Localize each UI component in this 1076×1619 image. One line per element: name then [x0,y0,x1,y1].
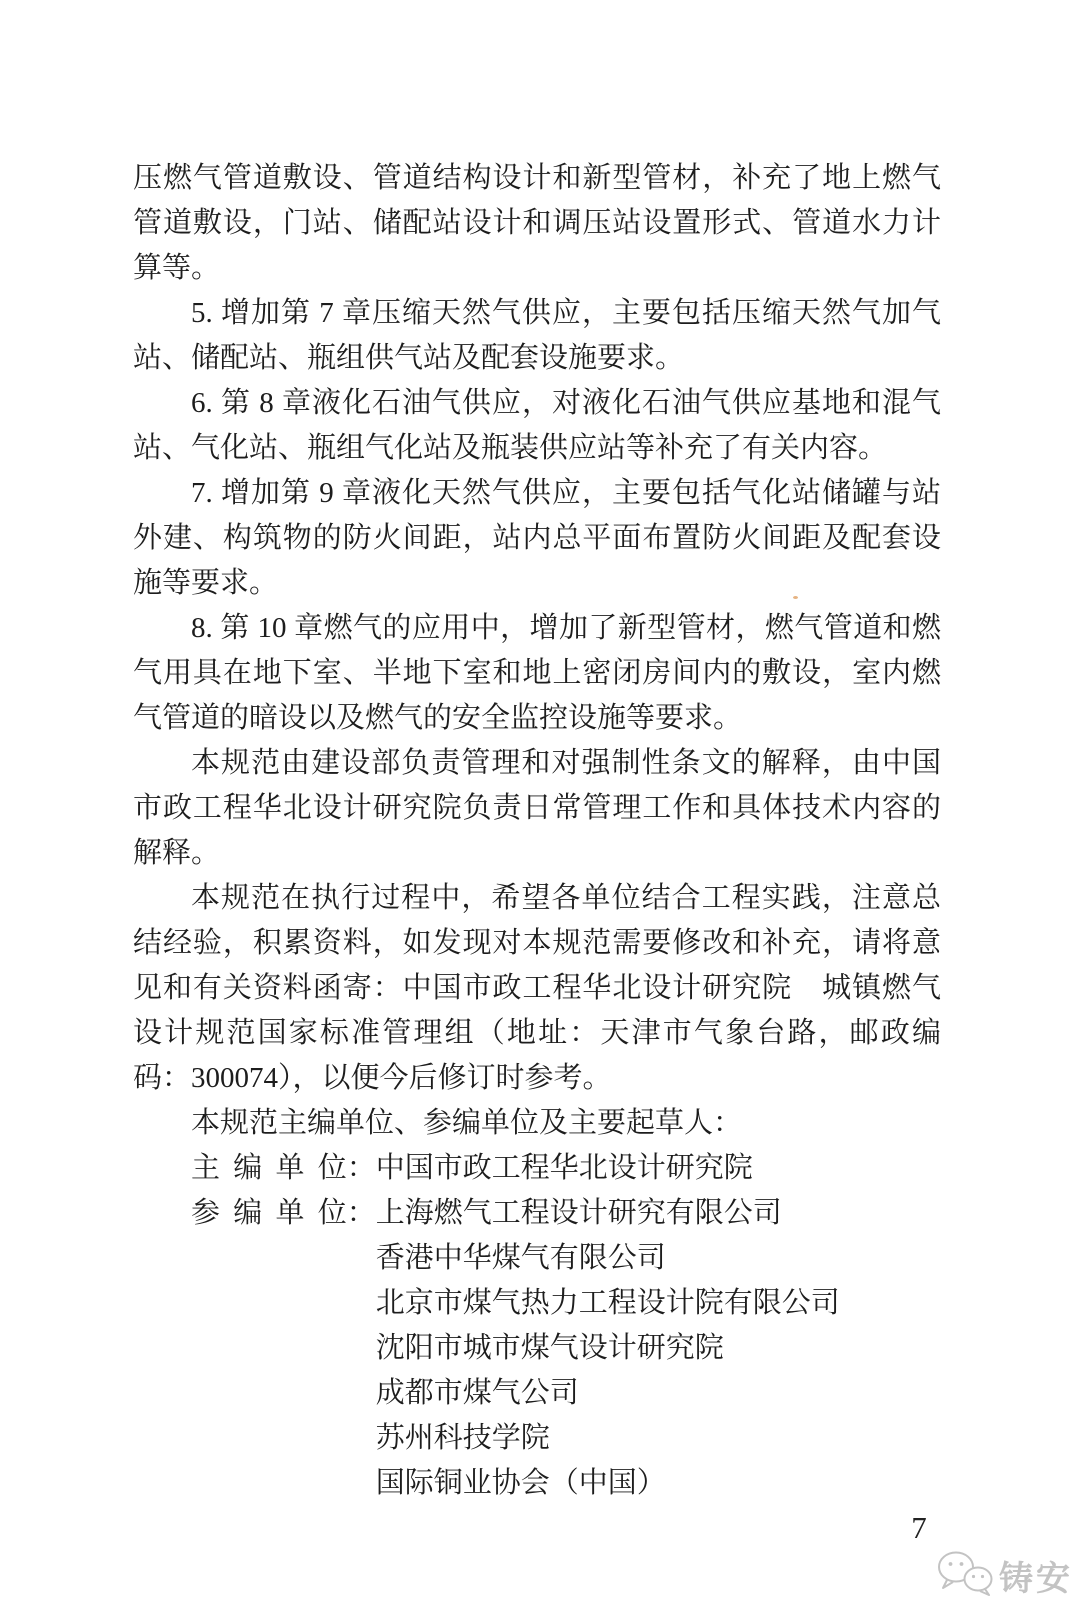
participant-organization-list [376,1191,941,1506]
paragraph: 7. 增加第 9 章液化天然气供应，主要包括气化站储罐与站外建、构筑物的防火间距，站内总平面布置防火间距及配套设施等要求。 [133,477,941,599]
watermark [936,1550,1073,1601]
paragraph: 本规范在执行过程中，希望各单位结合工程实践，注意总结经验，积累资料，如发现对本规范需要修改和补充，请将意见和有关资料函寄：中国市政工程华北设计研究院 城镇燃气设计规范国家标准管理组（地址：天津市气象台路，邮政编码：300074），以便今后修订时参考。 [133,882,941,1094]
paragraph: 5. 增加第 7 章压缩天然气供应，主要包括压缩天然气加气站、储配站、瓶组供气站及配套设施要求。 [133,297,941,374]
participant-organization: 苏州科技学院 [375,1422,550,1454]
participants-row [133,1191,941,1506]
paragraph: 本规范主编单位、参编单位及主要起草人： [191,1107,743,1139]
participant-organization: 国际铜业协会（中国） [375,1467,666,1499]
participants-label: 参 编 单 位： [191,1197,376,1229]
paragraph: 6. 第 8 章液化石油气供应，对液化石油气供应基地和混气站、气化站、瓶组气化站及瓶装供应站等补充了有关内容。 [133,387,941,464]
page-number: 7 [911,1510,927,1545]
paragraph-list [133,156,941,1146]
paragraph: 本规范由建设部负责管理和对强制性条文的解释，由中国市政工程华北设计研究院负责日常管理工作和具体技术内容的解释。 [133,747,941,869]
scan-artifact-mark [793,596,798,599]
participant-organization: 香港中华煤气有限公司 [375,1242,666,1274]
chat-bubbles-icon [936,1550,994,1601]
paragraph: 压燃气管道敷设、管道结构设计和新型管材，补充了地上燃气管道敷设，门站、储配站设计和调压站设置形式、管道水力计算等。 [133,162,941,284]
participant-organization: 成都市煤气公司 [375,1377,579,1409]
watermark-text: 铸安 [999,1561,1073,1598]
participant-organization: 上海燃气工程设计研究有限公司 [375,1197,782,1229]
chief-editor-row [133,1146,941,1191]
chief-editor-label: 主 编 单 位： [191,1152,376,1184]
participant-organization: 北京市煤气热力工程设计院有限公司 [375,1287,840,1319]
document-body [133,156,941,1506]
paragraph: 8. 第 10 章燃气的应用中，增加了新型管材，燃气管道和燃气用具在地下室、半地下室和地上密闭房间内的敷设，室内燃气管道的暗设以及燃气的安全监控设施等要求。 [133,612,941,734]
participant-organization: 沈阳市城市煤气设计研究院 [375,1332,724,1364]
chief-editor-organization: 中国市政工程华北设计研究院 [375,1152,753,1184]
